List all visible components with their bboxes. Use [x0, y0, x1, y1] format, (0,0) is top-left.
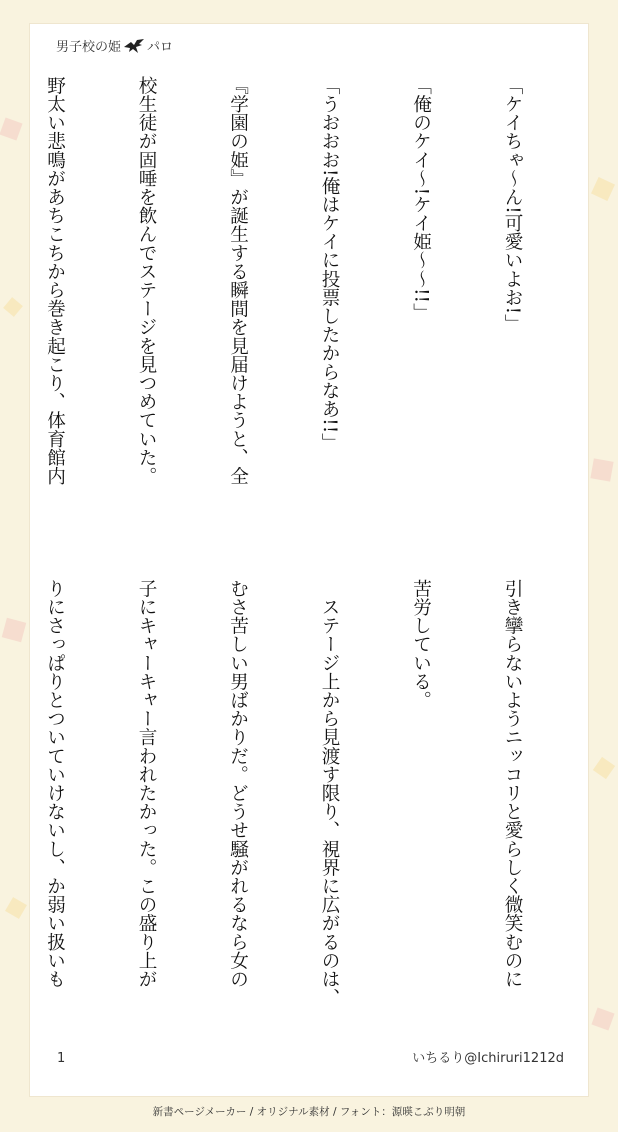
text-line: 「俺のケイ〜!ケイ姫〜〜!!」: [410, 76, 432, 322]
background-decoration: [590, 458, 613, 481]
text-line: 引き攣らないようニッコリと愛らしく微笑むのに: [502, 579, 523, 989]
page-number: 1: [57, 1051, 66, 1066]
text-line: 校生徒が固唾を飲んでステージを見つめていた。: [136, 76, 157, 486]
eagle-icon: [123, 38, 145, 54]
text-line: 『学園の姫』が誕生する瞬間を見届けようと、全: [227, 76, 249, 486]
text-line: むさ苦しい男ばかりだ。どうせ騒がれるなら女の: [227, 579, 249, 989]
page-header: [56, 36, 173, 55]
header-title: 男子校の姫: [56, 40, 122, 55]
text-line: 「うおおお!俺はケイに投票したからなあ!!」: [319, 76, 340, 452]
header-suffix: パロ: [147, 40, 174, 55]
text-line: 苦労している。: [410, 579, 432, 710]
text-line: ステージ上から見渡す限り、視界に広がるのは、: [319, 579, 340, 1007]
footer-credit: 新書ページメーカー / オリジナル素材 / フォント：源暎こぶり明朝: [152, 1106, 466, 1118]
body-text-bottom: [44, 579, 588, 1009]
text-line: りにさっぱりとついていけないし、か弱い扱いも: [44, 579, 66, 989]
text-line: 野太い悲鳴があちこちから巻き起こり、体育館内: [44, 76, 66, 486]
background-decoration: [591, 177, 615, 201]
book-page: [30, 24, 588, 1096]
background-decoration: [593, 757, 615, 779]
body-text-top: [44, 76, 588, 506]
text-line: 「ケイちゃ〜ん!可愛いよお!」: [502, 76, 523, 333]
author-handle: いちるり@Ichiruri1212d: [412, 1051, 564, 1066]
text-line: 子にキャーキャー言われたかった。この盛り上が: [136, 579, 157, 989]
background-decoration: [591, 1007, 614, 1030]
